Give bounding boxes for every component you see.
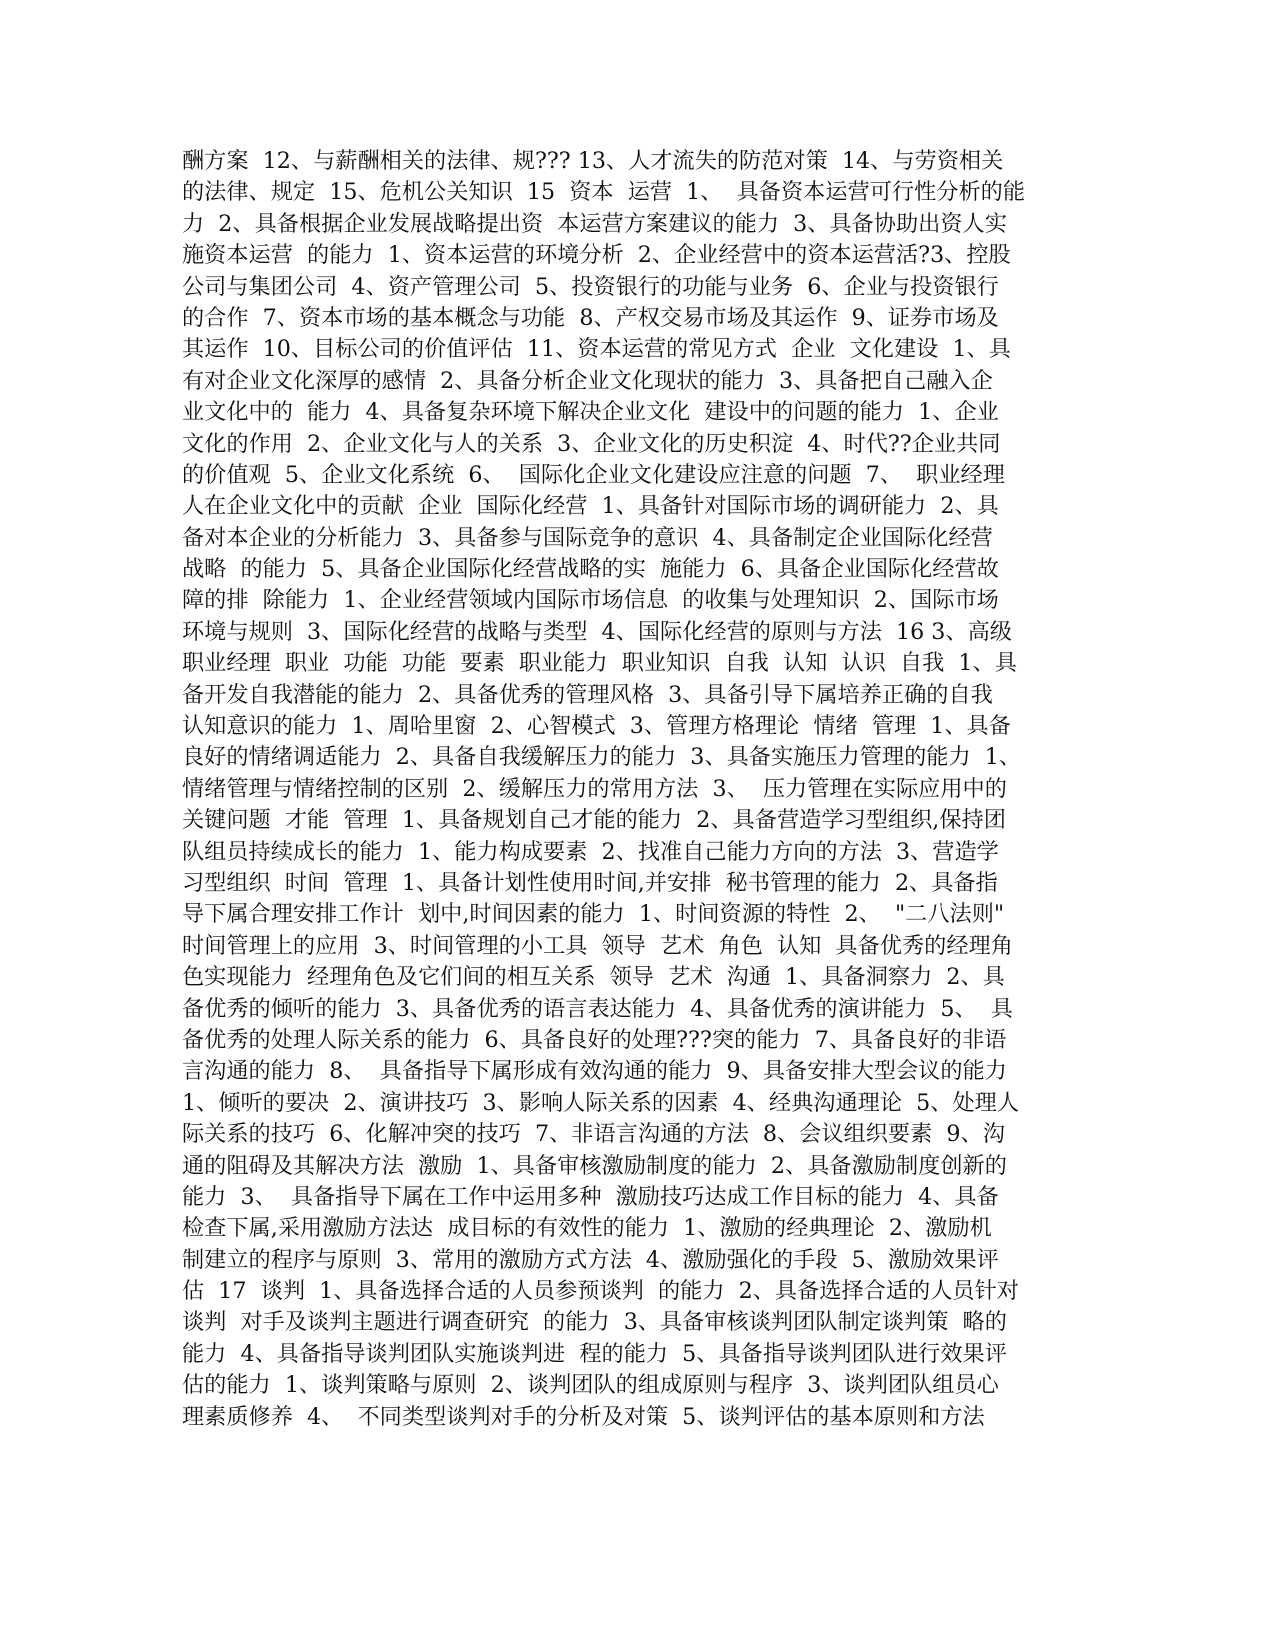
text-line: 施资本运营 的能力 1、资本运营的环境分析 2、企业经营中的资本运营活?3、控股 (182, 242, 1011, 269)
text-line: 力 2、具备根据企业发展战略提出资 本运营方案建议的能力 3、具备协助出资人实 (182, 210, 1007, 237)
text-line: 有对企业文化深厚的感情 2、具备分析企业文化现状的能力 3、具备把自己融入企 (182, 367, 993, 394)
text-line: 理素质修养 4、 不同类型谈判对手的分析及对策 5、谈判评估的基本原则和方法 (182, 1403, 985, 1430)
text-line: 的法律、规定 15、危机公关知识 15 资本 运营 1、 具备资本运营可行性分析的能 (182, 179, 1026, 206)
text-line: 习型组织 时间 管理 1、具备计划性使用时间,并安排 秘书管理的能力 2、具备指 (182, 869, 998, 896)
text-line: 业文化中的 能力 4、具备复杂环境下解决企业文化 建设中的问题的能力 1、企业 (182, 399, 999, 426)
text-line: 环境与规则 3、国际化经营的战略与类型 4、国际化经营的原则与方法 16 3、高级 (182, 618, 1012, 645)
text-line: 酬方案 12、与薪酬相关的法律、规??? 13、人才流失的防范对策 14、与劳资相关 (182, 148, 1004, 174)
text-line: 检查下属,采用激励方法达 成目标的有效性的能力 1、激励的经典理论 2、激励机 (182, 1215, 992, 1242)
text-line: 估 17 谈判 1、具备选择合适的人员参预谈判 的能力 2、具备选择合适的人员针对 (182, 1278, 1019, 1305)
text-line: 导下属合理安排工作计 划中,时间因素的能力 1、时间资源的特性 2、 "二八法则" (182, 901, 1005, 928)
text-line: 备开发自我潜能的能力 2、具备优秀的管理风格 3、具备引导下属培养正确的自我 (182, 681, 993, 708)
text-line: 认知意识的能力 1、周哈里窗 2、心智模式 3、管理方格理论 情绪 管理 1、具备 (182, 713, 1011, 740)
text-line: 备对本企业的分析能力 3、具备参与国际竞争的意识 4、具备制定企业国际化经营 (182, 524, 993, 551)
text-line: 色实现能力 经理角色及它们间的相互关系 领导 艺术 沟通 1、具备洞察力 2、具 (182, 964, 1005, 991)
text-line: 职业经理 职业 功能 功能 要素 职业能力 职业知识 自我 认知 认识 自我 1、具 (182, 650, 1017, 677)
text-line: 制建立的程序与原则 3、常用的激励方式方法 4、激励强化的手段 5、激励效果评 (182, 1246, 999, 1273)
text-line: 公司与集团公司 4、资产管理公司 5、投资银行的功能与业务 6、企业与投资银行 (182, 273, 999, 300)
text-line: 通的阻碍及其解决方法 激励 1、具备审核激励制度的能力 2、具备激励制度创新的 (182, 1152, 1007, 1179)
text-line: 关键问题 才能 管理 1、具备规划自己才能的能力 2、具备营造学习型组织,保持团 (182, 807, 1006, 834)
text-line: 的合作 7、资本市场的基本概念与功能 8、产权交易市场及其运作 9、证券市场及 (182, 304, 999, 331)
text-line: 际关系的技巧 6、化解冲突的技巧 7、非语言沟通的方法 8、会议组织要素 9、沟 (182, 1121, 1005, 1148)
text-line: 的价值观 5、企业文化系统 6、 国际化企业文化建设应注意的问题 7、 职业经理 (182, 461, 1005, 488)
text-line: 备优秀的处理人际关系的能力 6、具备良好的处理???突的能力 7、具备良好的非语 (182, 1026, 1007, 1053)
text-line: 谈判 对手及谈判主题进行调查研究 的能力 3、具备审核谈判团队制定谈判策 略的 (182, 1309, 1007, 1336)
text-line: 其运作 10、目标公司的价值评估 11、资本运营的常见方式 企业 文化建设 1、具 (182, 336, 1011, 363)
text-line: 良好的情绪调适能力 2、具备自我缓解压力的能力 3、具备实施压力管理的能力 1、 (182, 744, 1022, 771)
text-line: 估的能力 1、谈判策略与原则 2、谈判团队的组成原则与程序 3、谈判团队组员心 (182, 1372, 999, 1399)
text-line: 备优秀的倾听的能力 3、具备优秀的语言表达能力 4、具备优秀的演讲能力 5、 具 (182, 995, 1013, 1022)
text-line: 战略 的能力 5、具备企业国际化经营战略的实 施能力 6、具备企业国际化经营故 (182, 556, 999, 583)
text-line: 能力 4、具备指导谈判团队实施谈判进 程的能力 5、具备指导谈判团队进行效果评 (182, 1340, 1007, 1367)
text-line: 1、倾听的要决 2、演讲技巧 3、影响人际关系的因素 4、经典沟通理论 5、处理人 (182, 1089, 1020, 1116)
text-line: 言沟通的能力 8、 具备指导下属形成有效沟通的能力 9、具备安排大型会议的能力 (182, 1058, 1007, 1085)
text-line: 情绪管理与情绪控制的区别 2、缓解压力的常用方法 3、 压力管理在实际应用中的 (182, 775, 1007, 802)
text-line: 能力 3、 具备指导下属在工作中运用多种 激励技巧达成工作目标的能力 4、具备 (182, 1183, 999, 1210)
body-text (182, 146, 1082, 1433)
text-line: 障的排 除能力 1、企业经营领域内国际市场信息 的收集与处理知识 2、国际市场 (182, 587, 999, 614)
text-line: 人在企业文化中的贡献 企业 国际化经营 1、具备针对国际市场的调研能力 2、具 (182, 493, 999, 520)
text-line: 文化的作用 2、企业文化与人的关系 3、企业文化的历史积淀 4、时代??企业共同 (182, 430, 1001, 457)
text-line: 时间管理上的应用 3、时间管理的小工具 领导 艺术 角色 认知 具备优秀的经理角 (182, 932, 1013, 959)
text-line: 队组员持续成长的能力 1、能力构成要素 2、找准自己能力方向的方法 3、营造学 (182, 838, 999, 865)
